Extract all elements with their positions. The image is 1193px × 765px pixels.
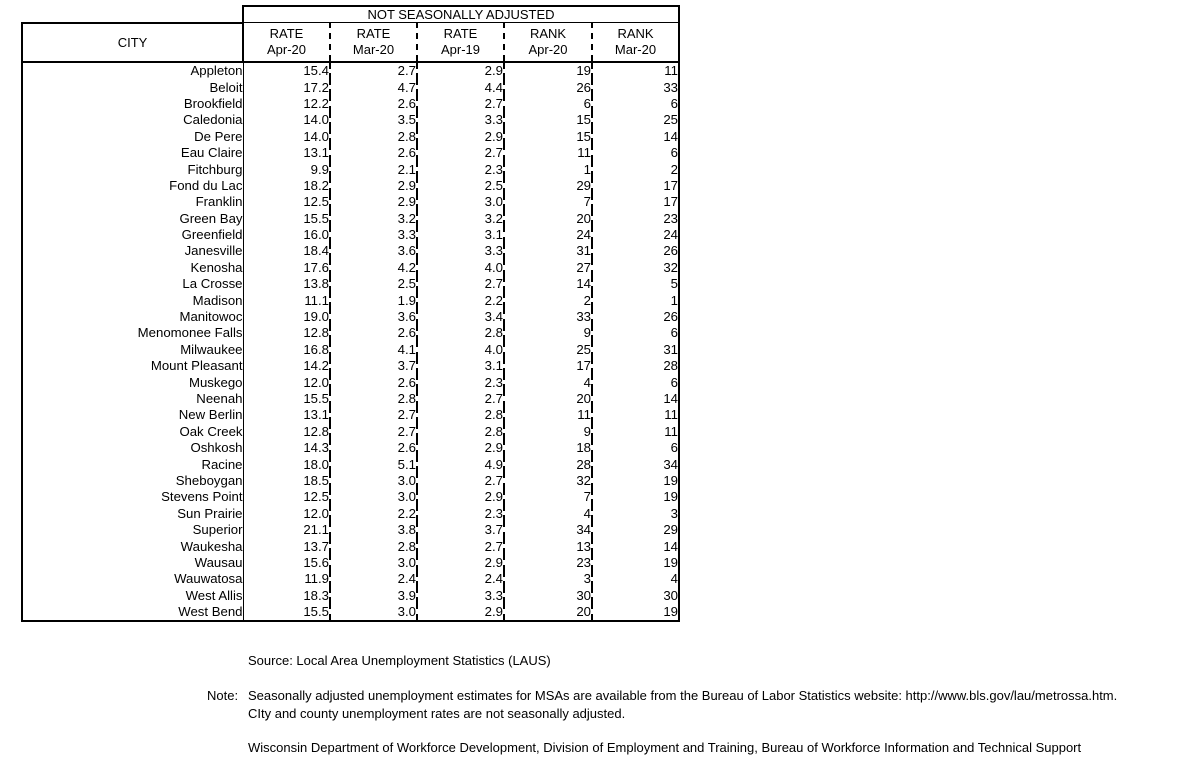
city-cell: Madison: [22, 292, 243, 308]
table-row: [22, 292, 679, 308]
city-cell: West Allis: [22, 587, 243, 603]
column-header-line1: RATE: [356, 25, 391, 41]
rate-mar20-cell: 2.7: [330, 62, 417, 79]
rate-mar20-cell: 2.6: [330, 95, 417, 111]
group-header: NOT SEASONALLY ADJUSTED: [243, 6, 679, 23]
rate-mar20-cell: 2.2: [330, 505, 417, 521]
city-cell: Menomonee Falls: [22, 325, 243, 341]
rate-apr20-cell: 14.2: [243, 358, 330, 374]
rate-apr19-cell: 3.1: [417, 226, 504, 242]
city-cell: La Crosse: [22, 276, 243, 292]
rank-apr20-cell: 6: [504, 95, 592, 111]
rate-apr19-cell: 2.8: [417, 325, 504, 341]
table-row: [22, 194, 679, 210]
city-cell: Oshkosh: [22, 439, 243, 455]
rate-apr20-cell: 18.0: [243, 456, 330, 472]
rate-apr20-cell: 15.5: [243, 390, 330, 406]
rate-apr19-cell: 2.9: [417, 554, 504, 570]
rank-mar20-cell: 11: [592, 407, 679, 423]
rank-mar20-cell: 6: [592, 95, 679, 111]
rank-mar20-cell: 26: [592, 243, 679, 259]
column-header-rate-apr19: [417, 23, 504, 62]
rank-apr20-cell: 19: [504, 62, 592, 79]
rank-apr20-cell: 32: [504, 472, 592, 488]
rate-apr19-cell: 3.2: [417, 210, 504, 226]
rank-mar20-cell: 14: [592, 538, 679, 554]
agency-credit: Wisconsin Department of Workforce Development, Division of Employment and Training, Bureau of Workforce Information and Technical Support: [248, 740, 1082, 755]
city-cell: Muskego: [22, 374, 243, 390]
rate-apr20-cell: 9.9: [243, 161, 330, 177]
table-row: [22, 407, 679, 423]
rank-apr20-cell: 33: [504, 308, 592, 324]
table-row: [22, 571, 679, 587]
rank-mar20-cell: 17: [592, 177, 679, 193]
rank-mar20-cell: 19: [592, 489, 679, 505]
rate-apr20-cell: 18.2: [243, 177, 330, 193]
rank-apr20-cell: 28: [504, 456, 592, 472]
rate-apr19-cell: 2.9: [417, 62, 504, 79]
rank-apr20-cell: 24: [504, 226, 592, 242]
rank-apr20-cell: 17: [504, 358, 592, 374]
column-header-line2: Apr-20: [266, 41, 307, 57]
rank-mar20-cell: 2: [592, 161, 679, 177]
column-header-rank-mar20: [592, 23, 679, 62]
city-cell: Wauwatosa: [22, 571, 243, 587]
rate-apr20-cell: 12.2: [243, 95, 330, 111]
rate-apr19-cell: 2.5: [417, 177, 504, 193]
city-cell: Fitchburg: [22, 161, 243, 177]
city-cell: Caledonia: [22, 112, 243, 128]
rate-mar20-cell: 3.6: [330, 308, 417, 324]
rate-mar20-cell: 3.0: [330, 554, 417, 570]
rate-apr19-cell: 2.9: [417, 439, 504, 455]
rate-mar20-cell: 2.8: [330, 538, 417, 554]
rank-mar20-cell: 14: [592, 128, 679, 144]
city-cell: West Bend: [22, 603, 243, 620]
rate-apr20-cell: 11.9: [243, 571, 330, 587]
rate-mar20-cell: 2.1: [330, 161, 417, 177]
table-row: [22, 554, 679, 570]
rank-apr20-cell: 9: [504, 325, 592, 341]
rate-apr20-cell: 13.7: [243, 538, 330, 554]
rank-mar20-cell: 4: [592, 571, 679, 587]
rate-apr19-cell: 2.4: [417, 571, 504, 587]
rate-mar20-cell: 2.8: [330, 128, 417, 144]
note-text-line-2: CIty and county unemployment rates are not seasonally adjusted.: [248, 706, 626, 721]
city-cell: Mount Pleasant: [22, 358, 243, 374]
rank-mar20-cell: 6: [592, 144, 679, 160]
table-row: [22, 456, 679, 472]
rate-mar20-cell: 2.7: [330, 407, 417, 423]
rank-apr20-cell: 9: [504, 423, 592, 439]
rank-mar20-cell: 11: [592, 62, 679, 79]
rate-apr19-cell: 3.7: [417, 521, 504, 537]
rate-apr19-cell: 2.8: [417, 407, 504, 423]
rank-apr20-cell: 27: [504, 259, 592, 275]
rate-apr20-cell: 12.8: [243, 423, 330, 439]
table-row: [22, 423, 679, 439]
table-row: [22, 521, 679, 537]
rank-apr20-cell: 29: [504, 177, 592, 193]
rate-apr19-cell: 3.3: [417, 587, 504, 603]
rate-apr19-cell: 2.9: [417, 128, 504, 144]
rank-mar20-cell: 33: [592, 79, 679, 95]
table-row: [22, 538, 679, 554]
rate-mar20-cell: 2.9: [330, 177, 417, 193]
rate-mar20-cell: 3.2: [330, 210, 417, 226]
table-row: [22, 439, 679, 455]
table-row: [22, 62, 679, 79]
rank-mar20-cell: 28: [592, 358, 679, 374]
rank-mar20-cell: 31: [592, 341, 679, 357]
rate-apr20-cell: 15.5: [243, 603, 330, 620]
rank-mar20-cell: 24: [592, 226, 679, 242]
rate-mar20-cell: 4.1: [330, 341, 417, 357]
rate-apr20-cell: 21.1: [243, 521, 330, 537]
rate-apr20-cell: 13.1: [243, 407, 330, 423]
column-header-rate-apr20: [243, 23, 330, 62]
city-cell: Milwaukee: [22, 341, 243, 357]
rank-apr20-cell: 11: [504, 407, 592, 423]
rate-mar20-cell: 2.6: [330, 144, 417, 160]
rate-mar20-cell: 3.5: [330, 112, 417, 128]
table-row: [22, 259, 679, 275]
rate-mar20-cell: 2.6: [330, 374, 417, 390]
rate-apr19-cell: 2.7: [417, 472, 504, 488]
rate-apr20-cell: 17.6: [243, 259, 330, 275]
rate-mar20-cell: 3.7: [330, 358, 417, 374]
table-row: [22, 177, 679, 193]
rate-apr20-cell: 15.4: [243, 62, 330, 79]
city-cell: De Pere: [22, 128, 243, 144]
city-cell: Franklin: [22, 194, 243, 210]
rank-mar20-cell: 3: [592, 505, 679, 521]
city-cell: Superior: [22, 521, 243, 537]
city-cell: Beloit: [22, 79, 243, 95]
rank-apr20-cell: 20: [504, 210, 592, 226]
header-spacer: [22, 6, 243, 23]
rank-apr20-cell: 30: [504, 587, 592, 603]
city-cell: Eau Claire: [22, 144, 243, 160]
rate-apr19-cell: 3.3: [417, 112, 504, 128]
table-row: [22, 603, 679, 620]
rate-apr20-cell: 13.1: [243, 144, 330, 160]
city-cell: Waukesha: [22, 538, 243, 554]
table-row: [22, 505, 679, 521]
rate-apr19-cell: 3.4: [417, 308, 504, 324]
rank-mar20-cell: 34: [592, 456, 679, 472]
city-cell: Racine: [22, 456, 243, 472]
city-cell: Wausau: [22, 554, 243, 570]
rate-apr20-cell: 14.0: [243, 112, 330, 128]
rate-apr19-cell: 2.3: [417, 374, 504, 390]
column-header-line2: Apr-20: [528, 41, 568, 57]
rate-apr19-cell: 2.9: [417, 489, 504, 505]
rank-mar20-cell: 25: [592, 112, 679, 128]
rank-apr20-cell: 34: [504, 521, 592, 537]
rate-apr20-cell: 13.8: [243, 276, 330, 292]
note-label: Note:: [207, 688, 239, 703]
rate-mar20-cell: 3.0: [330, 472, 417, 488]
rate-mar20-cell: 2.4: [330, 571, 417, 587]
rank-apr20-cell: 7: [504, 489, 592, 505]
table-row: [22, 161, 679, 177]
rank-apr20-cell: 23: [504, 554, 592, 570]
rank-mar20-cell: 1: [592, 292, 679, 308]
source-text: Source: Local Area Unemployment Statistics (LAUS): [248, 653, 551, 668]
rate-apr20-cell: 12.0: [243, 505, 330, 521]
rank-mar20-cell: 32: [592, 259, 679, 275]
rate-mar20-cell: 4.2: [330, 259, 417, 275]
rate-apr19-cell: 3.0: [417, 194, 504, 210]
column-header-line1: RATE: [443, 25, 478, 41]
city-cell: Oak Creek: [22, 423, 243, 439]
rate-mar20-cell: 3.0: [330, 489, 417, 505]
rank-mar20-cell: 17: [592, 194, 679, 210]
rate-apr20-cell: 18.5: [243, 472, 330, 488]
rank-apr20-cell: 1: [504, 161, 592, 177]
rank-apr20-cell: 11: [504, 144, 592, 160]
rate-apr19-cell: 3.1: [417, 358, 504, 374]
city-cell: Sheboygan: [22, 472, 243, 488]
rate-apr20-cell: 14.3: [243, 439, 330, 455]
rate-mar20-cell: 4.7: [330, 79, 417, 95]
city-cell: Stevens Point: [22, 489, 243, 505]
rate-mar20-cell: 3.8: [330, 521, 417, 537]
rate-apr20-cell: 15.5: [243, 210, 330, 226]
rate-apr19-cell: 4.0: [417, 259, 504, 275]
city-cell: Green Bay: [22, 210, 243, 226]
rate-apr20-cell: 17.2: [243, 79, 330, 95]
city-column-header: CITY: [22, 23, 243, 62]
table-row: [22, 472, 679, 488]
rate-apr19-cell: 4.0: [417, 341, 504, 357]
rate-apr19-cell: 3.3: [417, 243, 504, 259]
column-header-line1: RATE: [269, 25, 304, 41]
table-row: [22, 390, 679, 406]
table-row: [22, 358, 679, 374]
city-cell: Fond du Lac: [22, 177, 243, 193]
rate-apr20-cell: 12.0: [243, 374, 330, 390]
table-row: [22, 276, 679, 292]
rank-mar20-cell: 6: [592, 439, 679, 455]
rate-apr19-cell: 4.9: [417, 456, 504, 472]
table-body: [22, 62, 679, 621]
rank-apr20-cell: 7: [504, 194, 592, 210]
rate-apr20-cell: 14.0: [243, 128, 330, 144]
rate-mar20-cell: 2.8: [330, 390, 417, 406]
rank-apr20-cell: 13: [504, 538, 592, 554]
rank-mar20-cell: 19: [592, 472, 679, 488]
rank-mar20-cell: 5: [592, 276, 679, 292]
column-header-line1: RANK: [617, 25, 654, 41]
rank-apr20-cell: 25: [504, 341, 592, 357]
rate-mar20-cell: 5.1: [330, 456, 417, 472]
note-text-line-1: Seasonally adjusted unemployment estimates for MSAs are available from the Bureau of Labor Statistics website: http://www.bls.gov/lau/metrossa.htm.: [248, 688, 1118, 703]
city-cell: Sun Prairie: [22, 505, 243, 521]
rate-apr19-cell: 2.8: [417, 423, 504, 439]
rank-apr20-cell: 20: [504, 390, 592, 406]
rate-mar20-cell: 3.6: [330, 243, 417, 259]
rate-apr19-cell: 2.3: [417, 505, 504, 521]
rate-mar20-cell: 1.9: [330, 292, 417, 308]
rank-apr20-cell: 3: [504, 571, 592, 587]
column-header-rate-mar20: [330, 23, 417, 62]
rate-apr19-cell: 2.7: [417, 390, 504, 406]
rate-apr19-cell: 2.3: [417, 161, 504, 177]
rate-apr20-cell: 16.8: [243, 341, 330, 357]
rate-apr20-cell: 12.5: [243, 194, 330, 210]
rank-mar20-cell: 6: [592, 374, 679, 390]
rate-mar20-cell: 3.9: [330, 587, 417, 603]
rate-apr19-cell: 2.2: [417, 292, 504, 308]
column-header-line2: Mar-20: [614, 41, 657, 57]
rank-mar20-cell: 23: [592, 210, 679, 226]
rate-mar20-cell: 2.7: [330, 423, 417, 439]
table-row: [22, 210, 679, 226]
rank-mar20-cell: 26: [592, 308, 679, 324]
rate-mar20-cell: 2.6: [330, 439, 417, 455]
table-row: [22, 95, 679, 111]
rate-apr20-cell: 18.4: [243, 243, 330, 259]
rate-apr19-cell: 2.7: [417, 276, 504, 292]
rate-apr19-cell: 2.7: [417, 538, 504, 554]
rate-apr20-cell: 12.5: [243, 489, 330, 505]
city-cell: Appleton: [22, 62, 243, 79]
unemployment-table: [21, 5, 680, 622]
rate-mar20-cell: 3.0: [330, 603, 417, 620]
rate-mar20-cell: 2.6: [330, 325, 417, 341]
table-row: [22, 489, 679, 505]
table-row: [22, 128, 679, 144]
rate-apr20-cell: 12.8: [243, 325, 330, 341]
rank-mar20-cell: 14: [592, 390, 679, 406]
column-header-rank-apr20: [504, 23, 592, 62]
rate-apr20-cell: 18.3: [243, 587, 330, 603]
rate-apr20-cell: 19.0: [243, 308, 330, 324]
city-cell: Brookfield: [22, 95, 243, 111]
rank-mar20-cell: 6: [592, 325, 679, 341]
rank-apr20-cell: 4: [504, 374, 592, 390]
rank-apr20-cell: 2: [504, 292, 592, 308]
rate-apr19-cell: 2.9: [417, 603, 504, 620]
rank-mar20-cell: 19: [592, 554, 679, 570]
table-row: [22, 325, 679, 341]
rank-apr20-cell: 18: [504, 439, 592, 455]
rank-mar20-cell: 19: [592, 603, 679, 620]
table-row: [22, 144, 679, 160]
table-row: [22, 374, 679, 390]
table-row: [22, 112, 679, 128]
rate-apr19-cell: 4.4: [417, 79, 504, 95]
column-header-line2: Apr-19: [440, 41, 481, 57]
rate-apr20-cell: 15.6: [243, 554, 330, 570]
rank-apr20-cell: 26: [504, 79, 592, 95]
table-row: [22, 243, 679, 259]
rate-apr19-cell: 2.7: [417, 95, 504, 111]
city-cell: Neenah: [22, 390, 243, 406]
city-cell: Manitowoc: [22, 308, 243, 324]
rank-mar20-cell: 30: [592, 587, 679, 603]
column-header-line2: Mar-20: [352, 41, 395, 57]
rank-mar20-cell: 11: [592, 423, 679, 439]
rank-apr20-cell: 15: [504, 128, 592, 144]
rank-apr20-cell: 20: [504, 603, 592, 620]
table-row: [22, 308, 679, 324]
rate-mar20-cell: 2.9: [330, 194, 417, 210]
rank-mar20-cell: 29: [592, 521, 679, 537]
city-cell: New Berlin: [22, 407, 243, 423]
rank-apr20-cell: 14: [504, 276, 592, 292]
city-cell: Janesville: [22, 243, 243, 259]
rank-apr20-cell: 15: [504, 112, 592, 128]
rate-apr20-cell: 16.0: [243, 226, 330, 242]
rank-apr20-cell: 4: [504, 505, 592, 521]
table-row: [22, 226, 679, 242]
city-cell: Kenosha: [22, 259, 243, 275]
rate-apr19-cell: 2.7: [417, 144, 504, 160]
table-row: [22, 341, 679, 357]
rate-mar20-cell: 2.5: [330, 276, 417, 292]
column-header-line1: RANK: [529, 25, 567, 41]
table-row: [22, 79, 679, 95]
table-row: [22, 587, 679, 603]
rank-apr20-cell: 31: [504, 243, 592, 259]
city-cell: Greenfield: [22, 226, 243, 242]
rate-mar20-cell: 3.3: [330, 226, 417, 242]
rate-apr20-cell: 11.1: [243, 292, 330, 308]
